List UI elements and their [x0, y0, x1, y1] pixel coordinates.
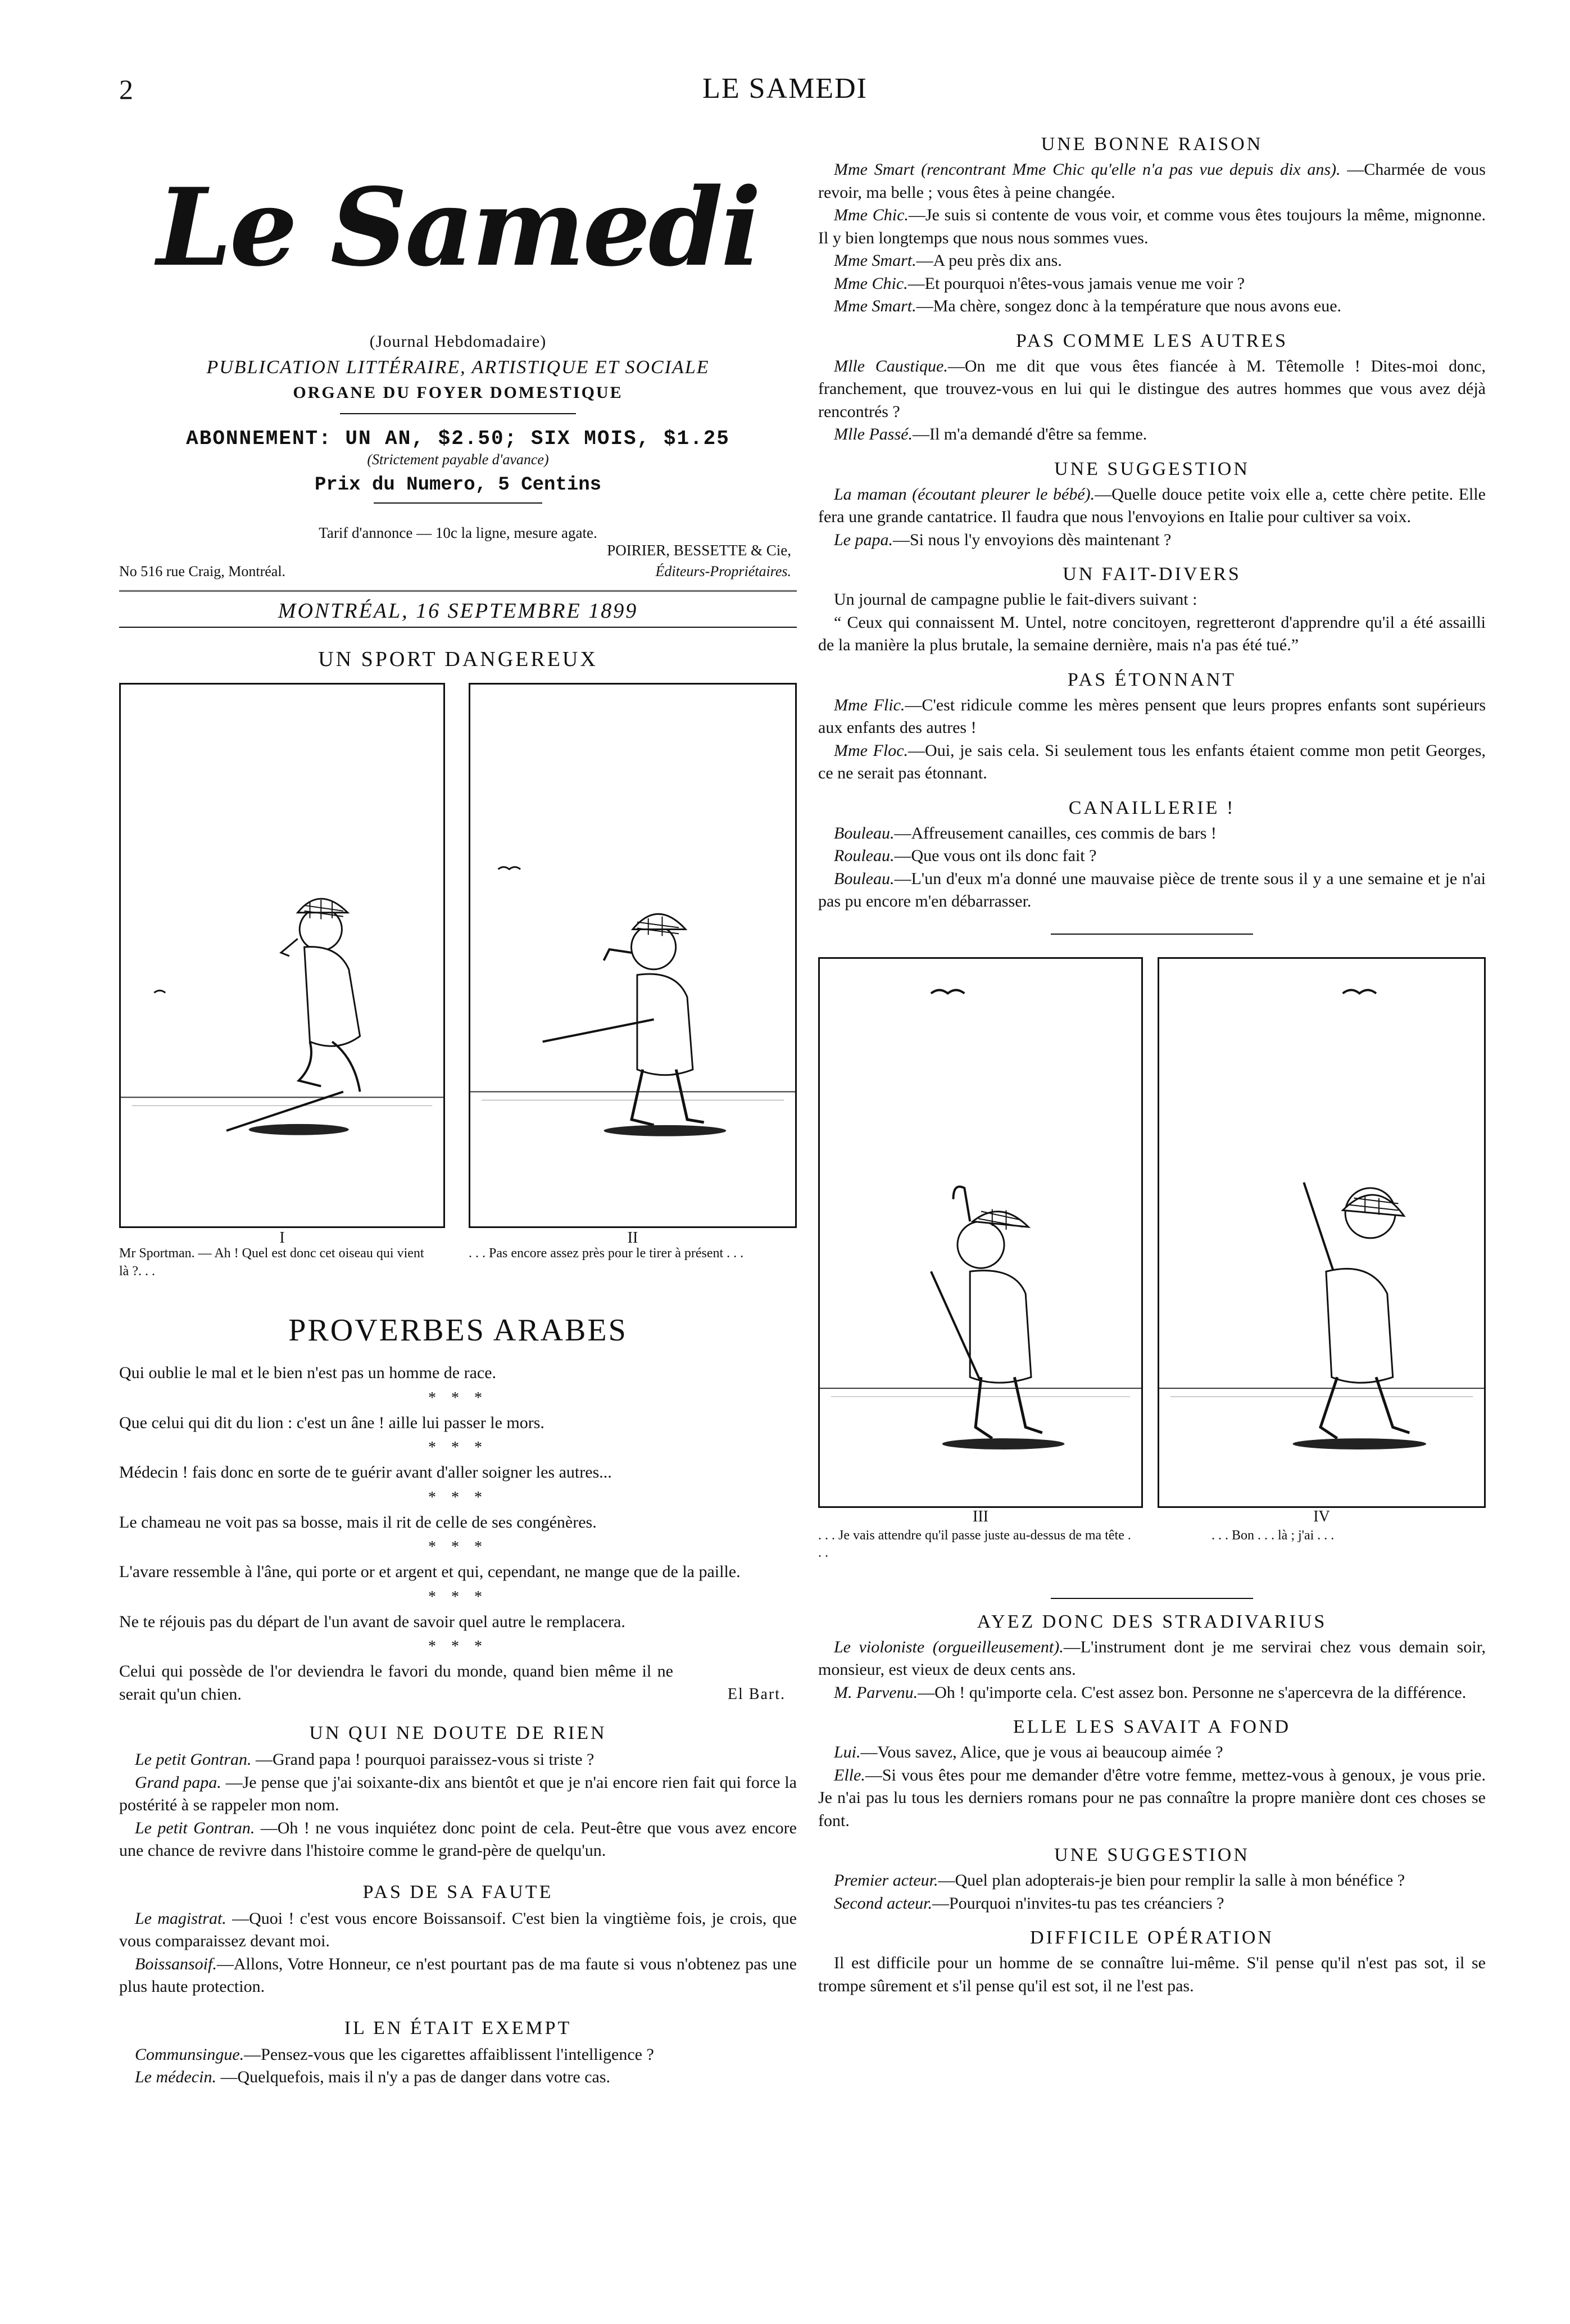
- line-text: —L'un d'eux m'a donné une mauvaise pièce de trente sous il y a une semaine et je n'ai pas pu encore m'en débarrasser.: [818, 869, 1486, 910]
- dialogue-line: [818, 273, 1486, 296]
- speaker: Bouleau.: [834, 823, 895, 842]
- price-line: Prix du Numero, 5 Centins: [314, 474, 602, 496]
- line-text: —Si vous êtes pour me demander d'être votre femme, mettez-vous à genoux, je vous prie. Je n'ai pas lu tous les derniers romans pour ne pas connaître la propre manière dont ces choses se font.: [818, 1765, 1486, 1830]
- dialogue-line: [119, 1817, 797, 1863]
- speaker: Mlle Passé.: [834, 425, 913, 443]
- subscription-line: ABONNEMENT: UN AN, $2.50; SIX MOIS, $1.25: [186, 427, 730, 450]
- speaker: Mme Chic.: [834, 206, 909, 224]
- divider: [340, 413, 576, 414]
- line-text: —Oui, je sais cela. Si seulement tous les enfants étaient comme mon petit Georges, ce ne serait pas étonnant.: [818, 741, 1486, 782]
- section-title: IL EN ÉTAIT EXEMPT: [344, 2017, 572, 2038]
- speaker: Mme Floc.: [834, 741, 909, 760]
- line-text: —Ma chère, songez donc à la température que nous avons eue.: [916, 297, 1342, 315]
- line-text: —Si nous l'y envoyions dès maintenant ?: [893, 530, 1172, 549]
- publisher-role: Éditeurs-Propriétaires.: [655, 563, 791, 580]
- speaker: Le petit Gontran.: [135, 1750, 252, 1769]
- dialogue-line: [818, 1764, 1486, 1833]
- line-text: —On me dit que vous êtes fiancée à M. Têtemolle ! Dites-moi donc, franchement, que trouvez-vous en lui qui le distingue des autres hommes que vous avez déjà rencontrés ?: [818, 356, 1486, 421]
- cartoon-title: UN SPORT DANGEREUX: [318, 647, 598, 672]
- section-title: ELLE LES SAVAIT A FOND: [1013, 1716, 1291, 1737]
- section-title: DIFFICILE OPÉRATION: [1030, 1927, 1274, 1948]
- panel-number: II: [627, 1229, 638, 1247]
- stars-separator: * * *: [428, 1439, 488, 1457]
- speaker: Mme Chic.: [834, 274, 908, 293]
- publisher-row: [119, 542, 797, 587]
- cartoon-panel-2: [469, 683, 797, 1228]
- section-title: CANAILLERIE !: [1068, 797, 1236, 818]
- stars-separator: * * *: [428, 1588, 488, 1606]
- proverb: Qui oublie le mal et le bien n'est pas un homme de race.: [119, 1363, 497, 1383]
- speaker: Le petit Gontran.: [135, 1818, 255, 1837]
- speaker: Le papa.: [834, 530, 893, 549]
- divider: [1051, 1598, 1253, 1599]
- organe-label: ORGANE DU FOYER DOMESTIQUE: [293, 383, 623, 402]
- dialogue-line: [818, 204, 1486, 250]
- line-text: —Charmée de vous revoir, ma belle ; vous êtes à peine changée.: [818, 160, 1486, 202]
- dialogue-line: [818, 1682, 1486, 1705]
- dialogue-line: [818, 295, 1486, 318]
- paragraph: Il est difficile pour un homme de se connaître lui-même. S'il pense qu'il n'est pas sot, il se trompe sûrement et s'il pense qu'il est sot, il ne l'est pas.: [818, 1954, 1486, 1995]
- payment-note: (Strictement payable d'avance): [367, 451, 549, 468]
- dialogue-line: [119, 2044, 797, 2067]
- section-title: PAS DE SA FAUTE: [362, 1881, 553, 1902]
- dialogue-line: [818, 355, 1486, 424]
- proverbes-title: PROVERBES ARABES: [288, 1313, 628, 1348]
- speaker: Rouleau.: [834, 846, 895, 865]
- panel-caption: Mr Sportman. — Ah ! Quel est donc cet oiseau qui vient là ?. . .: [119, 1246, 424, 1279]
- paragraph: “ Ceux qui connaissent M. Untel, notre concitoyen, regretteront d'apprendre qu'il a été assailli de la manière la plus brutale, la semaine dernière, mais n'a pas été tué.”: [818, 613, 1486, 654]
- speaker: La maman (écoutant pleurer le bébé).: [834, 484, 1095, 504]
- line-text: —Quelle douce petite voix elle a, cette chère petite. Elle fera une grande cantatrice. Il faudra que nous l'envoyions en Italie pour cultiver sa voix.: [818, 484, 1486, 526]
- section-title: UNE BONNE RAISON: [1041, 134, 1263, 155]
- dialogue-line: [818, 845, 1486, 868]
- speaker: Le violoniste (orgueilleusement).: [834, 1637, 1064, 1656]
- speaker: Second acteur.: [834, 1893, 932, 1913]
- panel-number: III: [973, 1507, 988, 1525]
- paragraph: Un journal de campagne publie le fait-divers suivant :: [834, 590, 1197, 609]
- speaker: Mme Smart.: [834, 297, 916, 315]
- section-title: UN FAIT-DIVERS: [1063, 564, 1241, 585]
- line-text: —Je pense que j'ai soixante-dix ans bientôt et que je n'ai encore rien fait qui force la postérité à se rappeler mon nom.: [119, 1773, 797, 1815]
- speaker: Bouleau.: [834, 869, 895, 888]
- panel-number: IV: [1313, 1507, 1330, 1525]
- panel-captions-top: [119, 1245, 797, 1290]
- line-text: —Grand papa ! pourquoi paraissez-vous si triste ?: [251, 1750, 595, 1769]
- hunter-looking-up-illustration: [820, 959, 1141, 1506]
- left-column: [119, 152, 797, 2089]
- masthead-logo: Le Samedi: [157, 165, 759, 290]
- running-title: LE SAMEDI: [702, 73, 868, 105]
- line-text: —Oh ! qu'importe cela. C'est assez bon. Personne ne s'apercevra de la différence.: [918, 1683, 1467, 1702]
- speaker: Premier acteur.: [834, 1871, 938, 1890]
- line-text: —Quelquefois, mais il n'y a pas de danger dans votre cas.: [216, 2068, 610, 2087]
- dialogue-line: [818, 1869, 1486, 1892]
- publisher-address: No 516 rue Craig, Montréal.: [119, 563, 286, 580]
- dialogue-line: [818, 250, 1486, 273]
- hunter-aiming-up-illustration: [1159, 959, 1484, 1506]
- cartoon-panels-bottom: [818, 957, 1486, 1570]
- right-column: [818, 134, 1486, 1997]
- line-text: —Pourquoi n'invites-tu pas tes créanciers ?: [932, 1893, 1224, 1913]
- section-title: AYEZ DONC DES STRADIVARIUS: [977, 1611, 1327, 1632]
- section-title: PAS ÉTONNANT: [1067, 669, 1237, 690]
- divider: [1051, 934, 1253, 935]
- dialogue-line: [119, 1908, 797, 1953]
- speaker: Elle.: [834, 1765, 865, 1784]
- speaker: Le magistrat.: [135, 1909, 226, 1928]
- dialogue-line: [818, 483, 1486, 529]
- panel-caption: . . . Bon . . . là ; j'ai . . .: [1211, 1528, 1335, 1543]
- section-title: UNE SUGGESTION: [1054, 1845, 1250, 1865]
- hunter-crouching-illustration: [121, 685, 443, 1226]
- dialogue-line: [818, 158, 1486, 204]
- line-text: —Et pourquoi n'êtes-vous jamais venue me voir ?: [907, 274, 1245, 293]
- speaker: M. Parvenu.: [834, 1683, 918, 1702]
- dialogue-line: [818, 740, 1486, 785]
- line-text: —C'est ridicule comme les mères pensent que leurs propres enfants sont supérieurs aux enfants des autres !: [818, 695, 1486, 737]
- hunter-aiming-illustration: [470, 685, 795, 1226]
- dialogue-line: [818, 1636, 1486, 1682]
- line-text: —Vous savez, Alice, que je vous ai beaucoup aimée ?: [860, 1743, 1223, 1761]
- section-title: UNE SUGGESTION: [1054, 458, 1250, 479]
- line-text: —Quel plan adopterais-je bien pour remplir la salle à mon bénéfice ?: [938, 1871, 1405, 1890]
- proverb: L'avare ressemble à l'âne, qui porte or et argent et qui, cependant, ne mange que de la paille.: [119, 1562, 741, 1582]
- dialogue-line: [818, 423, 1486, 446]
- line-text: —Il m'a demandé d'être sa femme.: [912, 425, 1147, 443]
- stars-separator: * * *: [428, 1538, 488, 1556]
- cartoon-panel-3: [818, 957, 1143, 1508]
- proverb: Que celui qui dit du lion : c'est un âne ! aille lui passer le mors.: [119, 1413, 544, 1432]
- proverbes-signature: El Bart.: [727, 1686, 786, 1704]
- publisher-name: POIRIER, BESSETTE & Cie,: [607, 542, 791, 559]
- line-text: —Allons, Votre Honneur, ce n'est pourtant pas de ma faute si vous n'obtenez pas une plus haute protection.: [119, 1954, 797, 1996]
- speaker: Lui.: [834, 1743, 861, 1761]
- line-text: —Affreusement canailles, ces commis de bars !: [894, 823, 1217, 842]
- cartoon-panel-4: [1158, 957, 1486, 1508]
- line-text: —L'instrument dont je me servirai chez vous demain soir, monsieur, est vieux de deux cents ans.: [818, 1637, 1486, 1679]
- dialogue-line: [119, 1748, 797, 1772]
- speaker: Mme Smart (rencontrant Mme Chic qu'elle n'a pas vue depuis dix ans).: [834, 160, 1341, 179]
- divider: [374, 502, 542, 504]
- dialogue-line: [818, 529, 1486, 552]
- speaker: Mme Flic.: [834, 695, 905, 714]
- proverbes-list: [119, 1362, 797, 1704]
- line-text: —Je suis si contente de vous voir, et comme vous êtes toujours la même, mignonne. Il y bien longtemps que nous nous sommes vues.: [818, 206, 1486, 247]
- ad-rate: Tarif d'annonce — 10c la ligne, mesure agate.: [319, 524, 597, 541]
- line-text: —A peu près dix ans.: [916, 251, 1062, 270]
- publication-label: PUBLICATION LITTÉRAIRE, ARTISTIQUE ET SOCIALE: [206, 357, 710, 378]
- speaker: Grand papa.: [135, 1773, 221, 1792]
- panel-caption: . . . Je vais attendre qu'il passe juste au-dessus de ma tête . . .: [818, 1528, 1131, 1560]
- dialogue-line: [818, 1741, 1486, 1764]
- proverb: Le chameau ne voit pas sa bosse, mais il rit de celle de ses congénères.: [119, 1512, 597, 1532]
- journal-label: (Journal Hebdomadaire): [369, 332, 547, 351]
- proverb: Celui qui possède de l'or deviendra le favori du monde, quand bien même il ne serait qu'un chien.: [119, 1662, 673, 1704]
- speaker: Le médecin.: [135, 2068, 216, 2087]
- proverb: Ne te réjouis pas du départ de l'un avant de savoir quel autre le remplacera.: [119, 1612, 625, 1631]
- speaker: Mme Smart.: [834, 251, 916, 270]
- stars-separator: * * *: [428, 1488, 488, 1506]
- section-title: UN QUI NE DOUTE DE RIEN: [309, 1723, 607, 1744]
- panel-caption: . . . Pas encore assez près pour le tirer à présent . . .: [469, 1246, 744, 1261]
- speaker: Mlle Caustique.: [834, 356, 948, 375]
- dialogue-line: [818, 822, 1486, 845]
- page-number: 2: [119, 74, 133, 105]
- dateline: MONTRÉAL, 16 SEPTEMBRE 1899: [119, 590, 797, 628]
- stars-separator: * * *: [428, 1638, 488, 1656]
- line-text: —Quoi ! c'est vous encore Boissansoif. C'est bien la vingtième fois, je crois, que vous comparaissez devant moi.: [119, 1909, 797, 1951]
- dialogue-line: [818, 1892, 1486, 1915]
- dialogue-line: [818, 694, 1486, 740]
- dialogue-line: [119, 1772, 797, 1817]
- cartoon-panel-1: [119, 683, 445, 1228]
- cartoon-panels-top: [119, 683, 797, 1245]
- section-title: PAS COMME LES AUTRES: [1015, 330, 1288, 351]
- dialogue-line: [818, 868, 1486, 913]
- stars-separator: * * *: [428, 1389, 488, 1407]
- speaker: Communsingue.: [135, 2045, 244, 2064]
- proverb: Médecin ! fais donc en sorte de te guérir avant d'aller soigner les autres...: [119, 1463, 612, 1482]
- dialogue-line: [119, 1953, 797, 1999]
- dialogue-line: [119, 2066, 797, 2089]
- line-text: —Oh ! ne vous inquiétez donc point de cela. Peut-être que vous avez encore une chance de revivre dans l'histoire comme le grand-père de quelqu'un.: [119, 1818, 797, 1860]
- line-text: —Que vous ont ils donc fait ?: [894, 846, 1097, 865]
- panel-number: I: [279, 1229, 285, 1247]
- line-text: —Pensez-vous que les cigarettes affaiblissent l'intelligence ?: [244, 2045, 654, 2064]
- speaker: Boissansoif.: [135, 1954, 217, 1973]
